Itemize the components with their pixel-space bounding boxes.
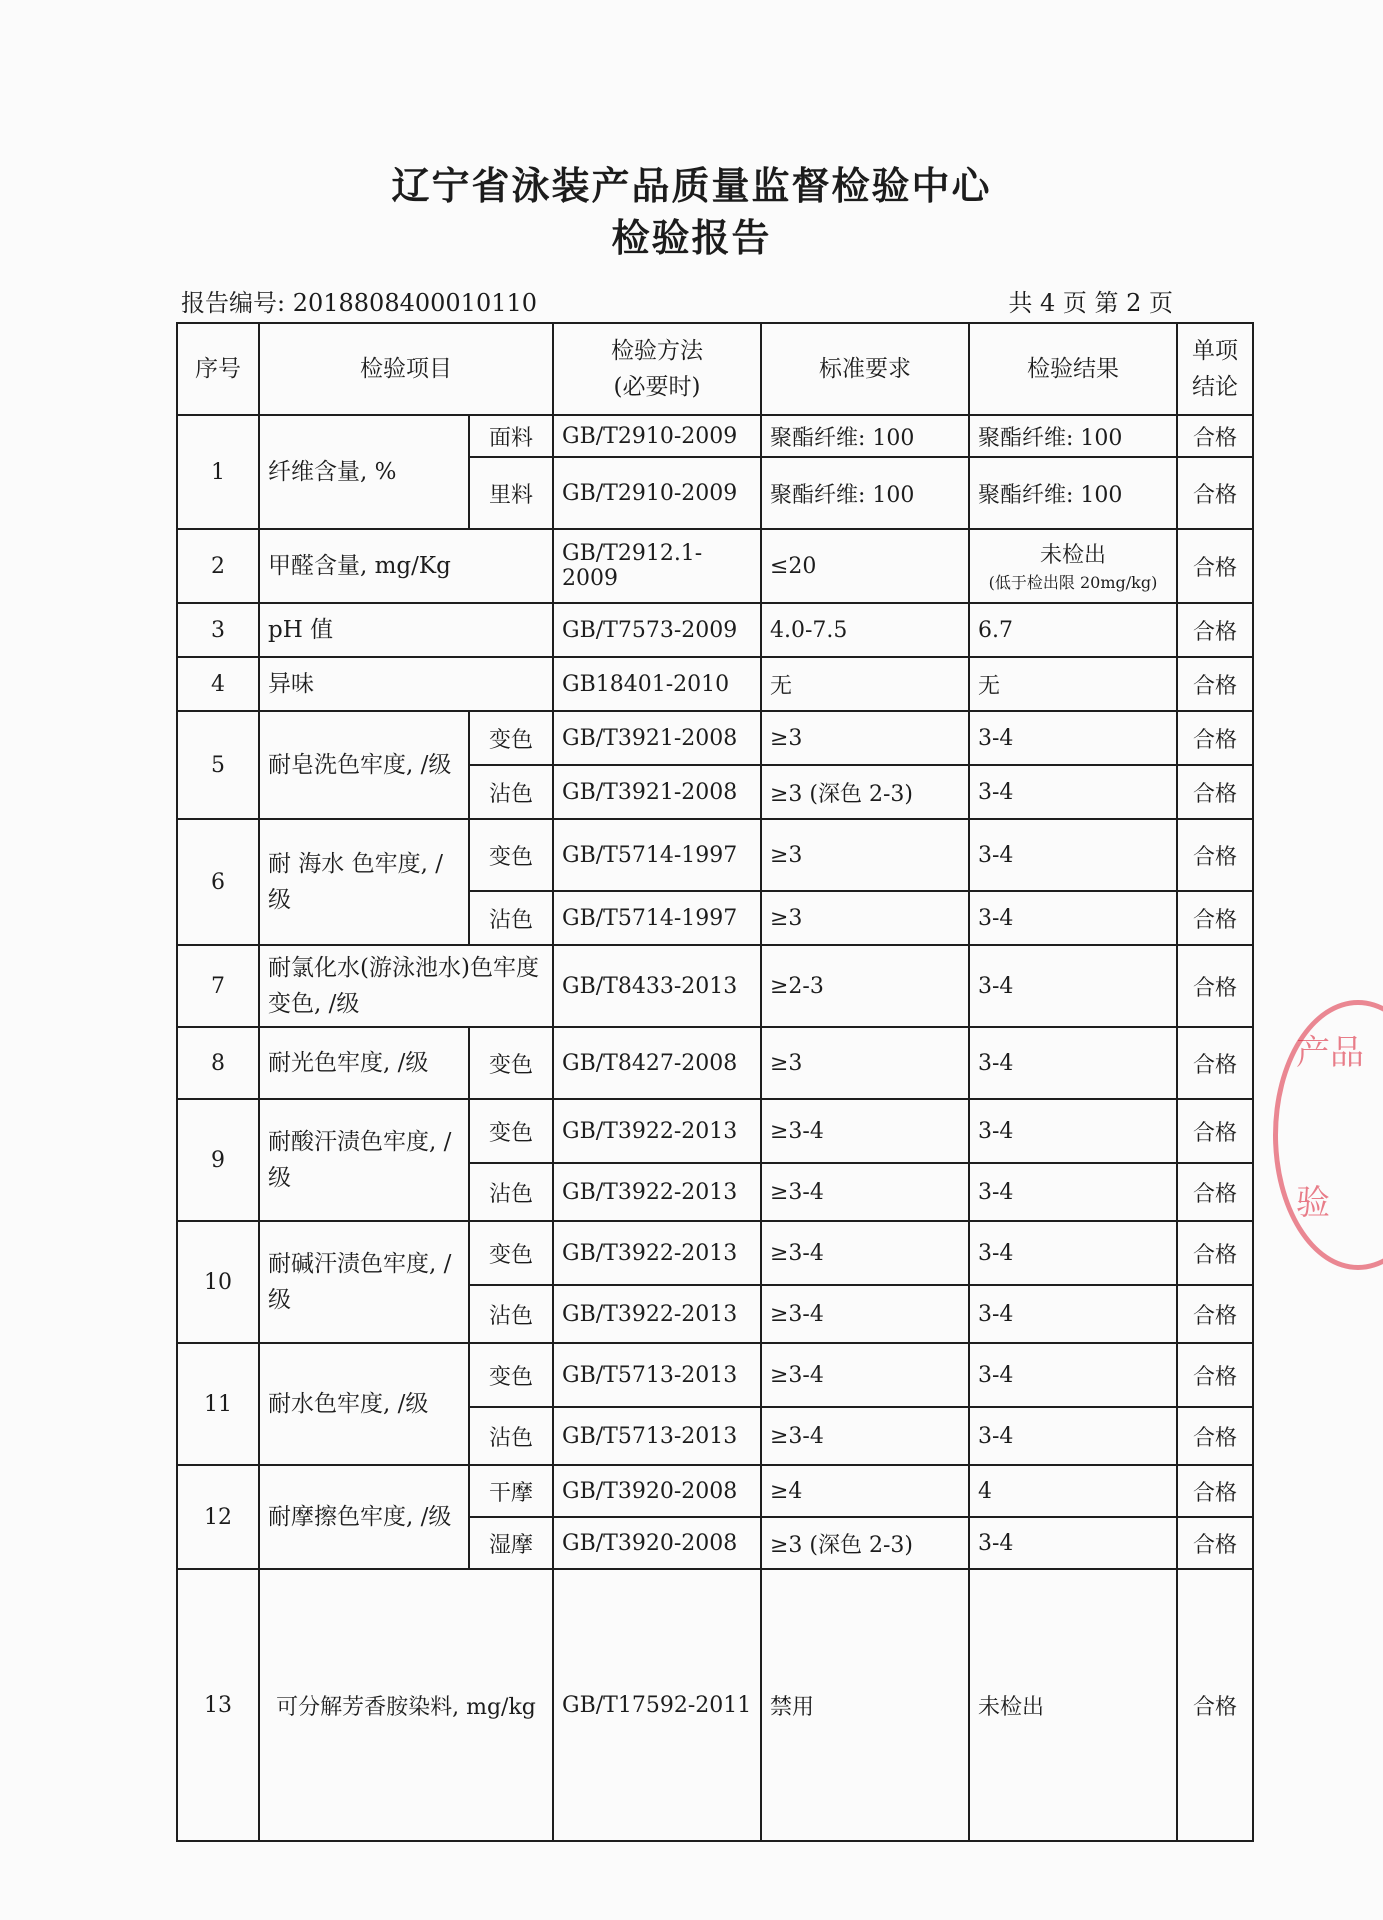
table-row: 1 纤维含量, % 面料 GB/T2910-2009 聚酯纤维: 100 聚酯纤维: 100 合格 — [177, 415, 1253, 457]
report-number: 报告编号: 2018808400010110 — [181, 289, 538, 317]
report-title: 检验报告 — [611, 216, 772, 260]
table-row: 12 耐摩擦色牢度, /级 干摩 GB/T3920-2008 ≥4 4 合格 — [177, 1465, 1253, 1517]
result-note: (低于检出限 20mg/kg) — [988, 573, 1158, 592]
header-conclusion: 单项 结论 — [1177, 323, 1253, 415]
table-row: 6 耐 海水 色牢度, /级 变色 GB/T5714-1997 ≥3 3-4 合格 — [177, 819, 1253, 891]
table-row: 沾色 GB/T5713-2013 ≥3-4 3-4 合格 — [177, 1407, 1253, 1465]
header-method: 检验方法 (必要时) — [553, 323, 761, 415]
table-row: 11 耐水色牢度, /级 变色 GB/T5713-2013 ≥3-4 3-4 合格 — [177, 1343, 1253, 1407]
table-row: 沾色 GB/T3922-2013 ≥3-4 3-4 合格 — [177, 1163, 1253, 1221]
table-row: 沾色 GB/T5714-1997 ≥3 3-4 合格 — [177, 891, 1253, 945]
header-standard: 标准要求 — [761, 323, 969, 415]
header-result: 检验结果 — [969, 323, 1177, 415]
table-row: 5 耐皂洗色牢度, /级 变色 GB/T3921-2008 ≥3 3-4 合格 — [177, 711, 1253, 765]
table-row: 9 耐酸汗渍色牢度, /级 变色 GB/T3922-2013 ≥3-4 3-4 合格 — [177, 1099, 1253, 1163]
header-item: 检验项目 — [259, 323, 553, 415]
table-row: 7 耐氯化水(游泳池水)色牢度变色, /级 GB/T8433-2013 ≥2-3 3-4 合格 — [177, 945, 1253, 1027]
red-seal-stamp: 产品 验 — [1273, 1000, 1383, 1270]
table-header-row — [177, 323, 1253, 415]
table-row: 里料 GB/T2910-2009 聚酯纤维: 100 聚酯纤维: 100 合格 — [177, 457, 1253, 529]
report-org-title: 辽宁省泳装产品质量监督检验中心 — [391, 164, 992, 208]
table-row: 13 可分解芳香胺染料, mg/kg GB/T17592-2011 禁用 未检出 合格 — [177, 1569, 1253, 1841]
table-row: 沾色 GB/T3921-2008 ≥3 (深色 2-3) 3-4 合格 — [177, 765, 1253, 819]
page-info: 共 4 页 第 2 页 — [1008, 289, 1173, 317]
table-row: 3 pH 值 GB/T7573-2009 4.0-7.5 6.7 合格 — [177, 603, 1253, 657]
header-seq: 序号 — [177, 323, 259, 415]
result-value: 未检出 — [1039, 543, 1106, 568]
table-row: 10 耐碱汗渍色牢度, /级 变色 GB/T3922-2013 ≥3-4 3-4 合格 — [177, 1221, 1253, 1285]
table-row: 沾色 GB/T3922-2013 ≥3-4 3-4 合格 — [177, 1285, 1253, 1343]
table-row: 8 耐光色牢度, /级 变色 GB/T8427-2008 ≥3 3-4 合格 — [177, 1027, 1253, 1099]
table-row: 2 甲醛含量, mg/Kg GB/T2912.1-2009 ≤20 未检出 (低于检出限 20mg/kg) 合格 — [177, 529, 1253, 603]
table-row: 4 异味 GB18401-2010 无 无 合格 — [177, 657, 1253, 711]
inspection-table — [176, 322, 1254, 1842]
table-row: 湿摩 GB/T3920-2008 ≥3 (深色 2-3) 3-4 合格 — [177, 1517, 1253, 1569]
